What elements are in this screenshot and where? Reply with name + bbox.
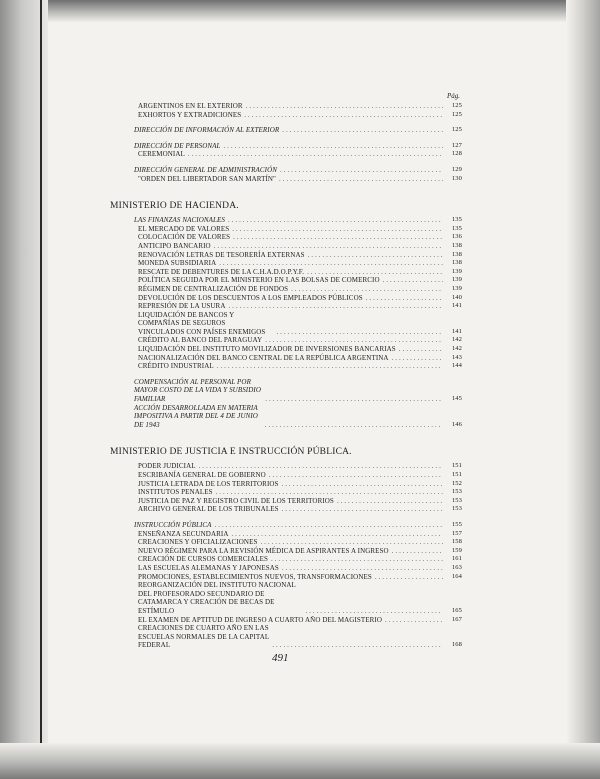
- toc-entry-title: JUSTICIA DE PAZ Y REGISTRO CIVIL DE LOS TERRITORIOS: [138, 496, 334, 505]
- toc-entry-title: DIRECCIÓN GENERAL DE ADMINISTRACIÓN: [134, 165, 278, 174]
- toc-section-entry: [118, 142, 462, 151]
- toc-entry-page: 146: [451, 420, 462, 428]
- toc-entry-page: 157: [451, 529, 462, 537]
- dot-leader: [233, 233, 443, 242]
- dot-leader: [276, 328, 443, 337]
- dot-leader: [232, 225, 443, 234]
- toc-entry-page: 135: [451, 224, 462, 232]
- dot-leader: [188, 150, 443, 159]
- toc-section-entry: [118, 166, 462, 175]
- toc-section-entry: [118, 216, 462, 225]
- toc-block-administracion: [118, 166, 462, 183]
- toc-section-entry: [118, 521, 462, 530]
- dot-leader: [223, 142, 443, 151]
- toc-entry: [118, 259, 462, 268]
- toc-entry-title: CEREMONIAL: [138, 150, 185, 159]
- toc-entry: [118, 573, 462, 582]
- toc-entry: [118, 251, 462, 260]
- toc-entry: [118, 345, 462, 354]
- toc-entry-page: 135: [451, 216, 462, 224]
- toc-entry: [118, 111, 462, 120]
- toc-entry-page: 142: [451, 336, 462, 344]
- dot-leader: [305, 607, 443, 616]
- dot-leader: [231, 530, 443, 539]
- toc-block-personal: [118, 142, 462, 159]
- dot-leader: [279, 175, 443, 184]
- dot-leader: [265, 336, 443, 345]
- dot-leader: [385, 616, 443, 625]
- toc-entry-page: 152: [451, 479, 462, 487]
- toc-entry-title: RESCATE DE DEBENTURES DE LA C.H.A.D.O.P.Y.F.: [138, 267, 305, 276]
- table-of-contents: [110, 92, 462, 650]
- toc-entry-title: INSTRUCCIÓN PÚBLICA: [134, 520, 212, 529]
- scan-binding-edge: [0, 0, 48, 779]
- dot-leader: [291, 285, 443, 294]
- toc-entry: [118, 497, 462, 506]
- toc-section-entry: [118, 404, 462, 430]
- toc-entry-page: 136: [451, 233, 462, 241]
- toc-entry: [118, 225, 462, 234]
- toc-section-entry: [118, 378, 462, 404]
- toc-entry-title: INSTITUTOS PENALES: [138, 488, 213, 497]
- toc-entry-page: 144: [451, 362, 462, 370]
- toc-entry-title: CREACIÓN DE CURSOS COMERCIALES: [138, 555, 268, 564]
- toc-entry-title: MONEDA SUBSIDIARIA: [138, 259, 217, 268]
- toc-entry: [118, 471, 462, 480]
- toc-entry-title: PROMOCIONES, ESTABLECIMIENTOS NUEVOS, TRANSFORMACIONES: [138, 572, 372, 581]
- dot-leader: [244, 111, 443, 120]
- dot-leader: [392, 354, 443, 363]
- toc-entry-title: CRÉDITO INDUSTRIAL: [138, 362, 214, 371]
- toc-entry-page: 139: [451, 267, 462, 275]
- toc-entry: [118, 547, 462, 556]
- toc-entry-page: 151: [451, 471, 462, 478]
- toc-entry: [118, 555, 462, 564]
- toc-entry-title: EXHORTOS Y EXTRADICIONES: [138, 110, 242, 119]
- toc-entry: [118, 354, 462, 363]
- toc-entry-title: ARCHIVO GENERAL DE LOS TRIBUNALES: [138, 505, 279, 514]
- toc-entry-title: ESCRIBANÍA GENERAL DE GOBIERNO: [138, 471, 266, 479]
- toc-entry-page: 153: [451, 496, 462, 504]
- toc-entry-page: 163: [451, 563, 462, 571]
- toc-entry: [118, 233, 462, 242]
- toc-entry-title: LAS ESCUELAS ALEMANAS Y JAPONESAS: [138, 563, 279, 572]
- toc-entry-title: ENSEÑANZA SECUNDARIA: [138, 529, 229, 538]
- toc-entry-title: RENOVACIÓN LETRAS DE TESORERÍA EXTERNAS: [138, 250, 305, 259]
- dot-leader: [265, 421, 443, 430]
- toc-entry-title: ARGENTINOS EN EL EXTERIOR: [138, 102, 243, 110]
- toc-entry-page: 138: [451, 241, 462, 249]
- toc-entry-page: 165: [451, 606, 462, 614]
- toc-entry-title: CRÉDITO AL BANCO DEL PARAGUAY: [138, 336, 263, 345]
- toc-entry-title: "ORDEN DEL LIBERTADOR SAN MARTÍN": [138, 174, 277, 183]
- dot-leader: [269, 471, 443, 480]
- toc-entry-page: 153: [451, 505, 462, 513]
- scan-shadow-right: [566, 0, 600, 779]
- toc-entry: [118, 175, 462, 184]
- scan-shadow-bottom: [0, 743, 600, 779]
- toc-entry-title: JUSTICIA LETRADA DE LOS TERRITORIOS: [138, 479, 279, 488]
- page-number: 491: [272, 652, 289, 664]
- dot-leader: [383, 276, 443, 285]
- toc-entry-title: COLOCACIÓN DE VALORES: [138, 233, 231, 242]
- toc-entry-title: DIRECCIÓN DE INFORMACIÓN AL EXTERIOR: [134, 126, 280, 135]
- toc-entry-title: EL EXAMEN DE APTITUD DE INGRESO A CUARTO AÑO DEL MAGISTERIO: [138, 615, 382, 624]
- toc-entry-page: 139: [451, 276, 462, 284]
- toc-entry-page: 145: [451, 395, 462, 403]
- toc-entry-title: LIQUIDACIÓN DEL INSTITUTO MOVILIZADOR DE INVERSIONES BANCARIAS: [138, 345, 396, 354]
- toc-entry: [118, 362, 462, 371]
- toc-entry: [118, 462, 462, 471]
- toc-entry-page: 167: [451, 615, 462, 623]
- dot-leader: [228, 302, 443, 311]
- toc-entry-title: POLÍTICA SEGUIDA POR EL MINISTERIO EN LAS BOLSAS DE COMERCIO: [138, 276, 380, 285]
- dot-leader: [228, 216, 443, 225]
- toc-entry-page: 142: [451, 345, 462, 353]
- dot-leader: [246, 102, 443, 111]
- toc-entry-title: DIRECCIÓN DE PERSONAL: [134, 141, 221, 150]
- dot-leader: [399, 345, 443, 354]
- toc-entry: [118, 311, 462, 337]
- toc-section-entry: [118, 126, 462, 135]
- toc-entry-title: REORGANIZACIÓN DEL INSTITUTO NACIONAL DEL PROFESORADO SECUNDARIO DE CATAMARCA Y CREACIÓN DE BECAS DE ESTÍMULO: [138, 581, 296, 615]
- toc-entry: [118, 480, 462, 489]
- dot-leader: [366, 294, 443, 303]
- toc-block-hacienda-extra: [118, 378, 462, 430]
- toc-entry-title: CREACIONES DE CUARTO AÑO EN LAS ESCUELAS NORMALES DE LA CAPITAL FEDERAL: [138, 624, 270, 650]
- toc-entry-title: NUEVO RÉGIMEN PARA LA REVISIÓN MÉDICA DE ASPIRANTES A INGRESO: [138, 546, 389, 555]
- toc-entry: [118, 294, 462, 303]
- toc-entry-page: 129: [451, 165, 462, 173]
- toc-entry: [118, 276, 462, 285]
- toc-entry-page: 128: [451, 150, 462, 158]
- toc-entry: [118, 268, 462, 277]
- toc-entry-title: LIQUIDACIÓN DE BANCOS Y COMPAÑÍAS DE SEGUROS VINCULADOS CON PAÍSES ENEMIGOS: [138, 310, 266, 336]
- toc-entry-page: 151: [451, 462, 462, 470]
- dot-leader: [214, 242, 443, 251]
- dot-leader: [308, 251, 443, 260]
- dot-leader: [375, 573, 443, 582]
- toc-entry: [118, 538, 462, 547]
- toc-entry-title: ACCIÓN DESARROLLADA EN MATERIA IMPOSITIVA A PARTIR DEL 4 DE JUNIO DE 1943: [134, 403, 258, 429]
- dot-leader: [216, 488, 443, 497]
- toc-entry: [118, 302, 462, 311]
- toc-entry-page: 127: [451, 141, 462, 149]
- toc-entry-page: 161: [451, 555, 462, 563]
- toc-entry: [118, 530, 462, 539]
- dot-leader: [272, 641, 443, 650]
- toc-entry-title: RÉGIMEN DE CENTRALIZACIÓN DE FONDOS: [138, 284, 289, 293]
- toc-entry: [118, 336, 462, 345]
- toc-entry-title: NACIONALIZACIÓN DEL BANCO CENTRAL DE LA REPÚBLICA ARGENTINA: [138, 353, 389, 362]
- toc-entry-page: 158: [451, 538, 462, 546]
- toc-entry-page: 138: [451, 259, 462, 267]
- toc-entry: [118, 285, 462, 294]
- dot-leader: [282, 564, 443, 573]
- toc-entry-page: 153: [451, 488, 462, 496]
- toc-entry-page: 130: [451, 174, 462, 182]
- dot-leader: [282, 480, 443, 489]
- dot-leader: [392, 547, 443, 556]
- toc-entry-page: 125: [451, 102, 462, 109]
- toc-entry-page: 168: [451, 641, 462, 649]
- toc-entry: [118, 242, 462, 251]
- toc-entry-title: DEVOLUCIÓN DE LOS DESCUENTOS A LOS EMPLEADOS PÚBLICOS: [138, 293, 363, 302]
- toc-entry-page: 141: [451, 327, 462, 335]
- toc-entry: [118, 564, 462, 573]
- ministry-heading-hacienda: MINISTERIO DE HACIENDA.: [110, 201, 239, 212]
- toc-entry-page: 139: [451, 284, 462, 292]
- toc-block-instruccion: [118, 521, 462, 650]
- page-column-header: Pág.: [446, 92, 460, 100]
- dot-leader: [260, 538, 443, 547]
- toc-entry: [118, 616, 462, 625]
- dot-leader: [219, 259, 443, 268]
- dot-leader: [307, 268, 443, 277]
- toc-entry: [118, 488, 462, 497]
- toc-entry-page: 143: [451, 353, 462, 361]
- toc-entry: [118, 624, 462, 650]
- toc-entry: [118, 581, 462, 615]
- toc-entry: [118, 505, 462, 514]
- toc-block-exterior: [118, 102, 462, 119]
- dot-leader: [282, 505, 443, 514]
- toc-entry-page: 125: [451, 126, 462, 134]
- toc-entry-page: 138: [451, 250, 462, 258]
- dot-leader: [199, 462, 443, 471]
- toc-entry: [118, 102, 462, 111]
- toc-block-hacienda: [118, 216, 462, 371]
- dot-leader: [280, 166, 443, 175]
- toc-entry-page: 140: [451, 293, 462, 301]
- toc-entry-title: LAS FINANZAS NACIONALES: [134, 216, 225, 225]
- dot-leader: [265, 395, 443, 404]
- toc-block-justicia: [118, 462, 462, 514]
- toc-entry-page: 125: [451, 110, 462, 118]
- toc-block-informacion: [118, 126, 462, 135]
- toc-entry-title: COMPENSACIÓN AL PERSONAL POR MAYOR COSTO DE LA VIDA Y SUBSIDIO FAMILIAR: [134, 377, 261, 404]
- dot-leader: [271, 555, 443, 564]
- dot-leader: [337, 497, 443, 506]
- ministry-heading-justicia: MINISTERIO DE JUSTICIA E INSTRUCCIÓN PÚBLICA.: [110, 447, 352, 458]
- toc-entry-page: 159: [451, 546, 462, 554]
- toc-entry-page: 164: [451, 572, 462, 580]
- dot-leader: [282, 126, 443, 135]
- scan-shadow-top: [0, 0, 600, 22]
- toc-entry-title: REPRESIÓN DE LA USURA: [138, 302, 226, 311]
- toc-entry-title: CREACIONES Y OFICIALIZACIONES: [138, 538, 258, 547]
- toc-entry-page: 155: [451, 520, 462, 528]
- dot-leader: [217, 362, 443, 371]
- toc-entry: [118, 150, 462, 159]
- toc-entry-title: ANTICIPO BANCARIO: [138, 241, 211, 250]
- toc-entry-page: 141: [451, 302, 462, 310]
- toc-entry-title: PODER JUDICIAL: [138, 462, 196, 471]
- toc-entry-title: EL MERCADO DE VALORES: [138, 224, 230, 233]
- dot-leader: [215, 521, 443, 530]
